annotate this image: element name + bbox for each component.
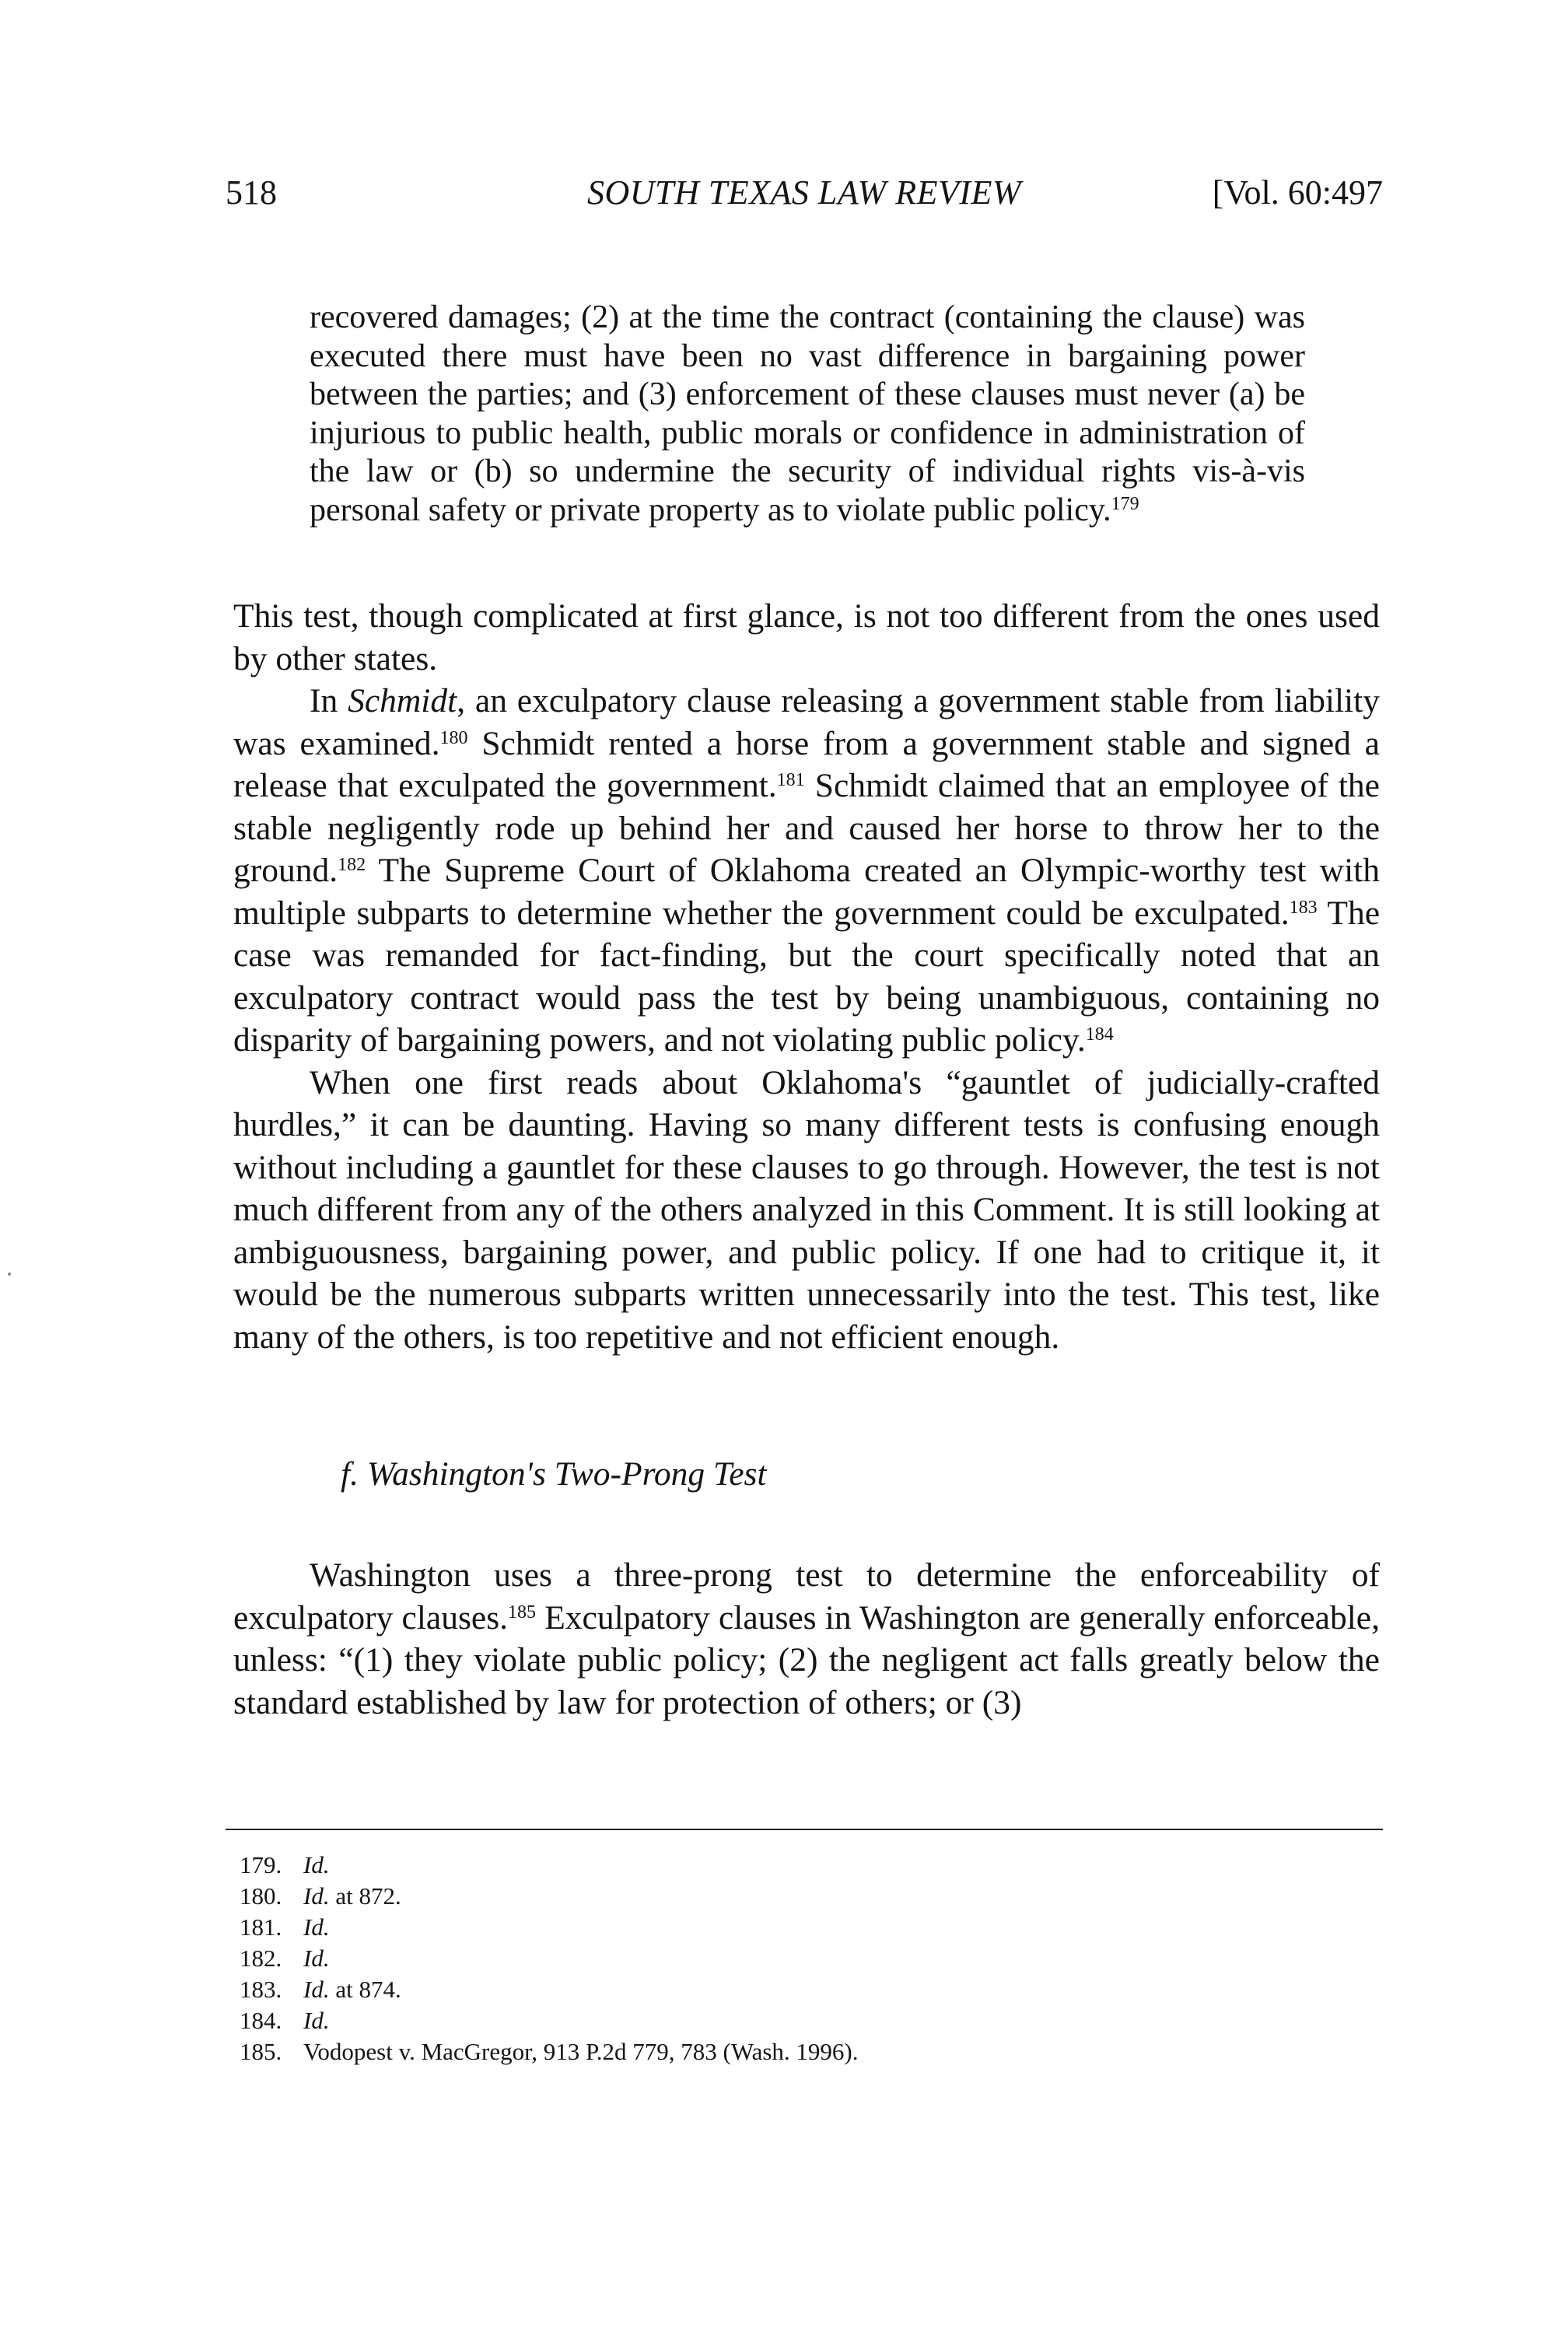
paragraph-text: When one first reads about Oklahoma's “gauntlet of judicially-crafted hurdles,” it can be daunting. Having so many different tests is confusing enough without including a gauntlet for these clauses to go through. However, the test is not much different from any of the others analyzed in this Comment. It is still looking at ambiguousness, bargaining power, and public policy. If one had to critique it, it would be the numerous subparts written unnecessarily into the test. This test, like many of the others, is too repetitive and not efficient enough. xyxy=(233,1063,1380,1356)
paragraph-washington xyxy=(233,1554,1380,1724)
footnote-item xyxy=(226,2036,859,2067)
page-number: 518 xyxy=(226,173,277,212)
text-run: Schmidt claimed that an employee of the stable negligently rode up behind her and caused her horse to throw her to the ground. xyxy=(233,767,1380,889)
footnote-divider xyxy=(226,1829,1383,1830)
running-header xyxy=(226,173,1383,219)
paragraph-schmidt xyxy=(233,680,1380,1062)
footnote-number: 180. xyxy=(240,1882,282,1910)
text-run: , an exculpatory clause releasing a government stable from liability was examined. xyxy=(233,682,1380,762)
footnote-text xyxy=(303,1912,330,1943)
body-text-lower xyxy=(233,1554,1380,1724)
paragraph-text: This test, though complicated at first glance, is not too different from the ones used by other states. xyxy=(233,597,1380,677)
text-run: The Supreme Court of Oklahoma created an Olympic-worthy test with multiple subparts to determine whether the government could be exculpated. xyxy=(233,852,1380,932)
footnote-id-signal: Id. xyxy=(303,2007,330,2034)
footnote-ref-179[interactable]: 179 xyxy=(1111,493,1139,514)
scan-speck xyxy=(8,1273,11,1276)
footnote-ref-181[interactable]: 181 xyxy=(776,770,805,790)
footnote-ref-182[interactable]: 182 xyxy=(338,855,366,875)
footnote-number: 185. xyxy=(240,2038,282,2065)
footnote-ref-183[interactable]: 183 xyxy=(1289,897,1318,918)
footnote-citation: Vodopest v. MacGregor, 913 P.2d 779, 783 (Wash. 1996). xyxy=(303,2038,859,2065)
footnote-text xyxy=(303,1850,330,1881)
footnote-item xyxy=(226,1974,859,2005)
footnote-citation: at 872. xyxy=(329,1882,401,1910)
footnote-number: 181. xyxy=(240,1913,282,1941)
footnote-number: 184. xyxy=(240,2007,282,2034)
journal-title: SOUTH TEXAS LAW REVIEW xyxy=(586,173,1022,212)
footnote-number: 182. xyxy=(240,1945,282,1972)
footnotes xyxy=(226,1850,859,2067)
footnote-item xyxy=(226,1912,859,1943)
body-text-upper xyxy=(233,595,1380,1358)
paragraph-oklahoma-gauntlet xyxy=(233,1062,1380,1359)
footnote-id-signal: Id. xyxy=(303,1976,330,2003)
footnote-ref-185[interactable]: 185 xyxy=(508,1602,537,1623)
section-subheading: f. Washington's Two-Prong Test xyxy=(341,1455,767,1493)
footnote-item xyxy=(226,2005,859,2036)
footnote-id-signal: Id. xyxy=(303,1945,330,1972)
block-quote-text: recovered damages; (2) at the time the contract (containing the clause) was executed there must have been no vast difference in bargaining power between the parties; and (3) enforcement of these clauses must never (a) be injurious to public health, public morals or confidence in administration of the law or (b) so undermine the security of individual rights vis-à-vis personal safety or private property as to violate public policy. xyxy=(310,299,1305,528)
case-name: Schmidt xyxy=(348,682,457,719)
footnote-id-signal: Id. xyxy=(303,1882,330,1910)
footnote-text xyxy=(303,2005,330,2036)
footnote-id-signal: Id. xyxy=(303,1851,330,1878)
footnote-citation: at 874. xyxy=(329,1976,401,2003)
footnote-item xyxy=(226,1881,859,1912)
text-run: Schmidt rented a horse from a government stable and signed a release that exculpated the government. xyxy=(233,724,1380,804)
footnote-ref-180[interactable]: 180 xyxy=(439,727,468,748)
footnote-text xyxy=(303,2036,859,2067)
footnote-number: 183. xyxy=(240,1976,282,2003)
footnote-text xyxy=(303,1881,401,1912)
footnote-ref-184[interactable]: 184 xyxy=(1085,1024,1114,1045)
footnote-text xyxy=(303,1974,401,2005)
text-run: In xyxy=(310,682,348,719)
paragraph-test-comparison xyxy=(233,595,1380,680)
volume-citation: [Vol. 60:497 xyxy=(1212,173,1383,212)
block-quote xyxy=(310,299,1305,530)
footnote-id-signal: Id. xyxy=(303,1913,330,1941)
footnote-item xyxy=(226,1943,859,1974)
footnote-item xyxy=(226,1850,859,1881)
text-run: Exculpatory clauses in Washington are generally enforceable, unless: “(1) they violate public policy; (2) the negligent act falls greatly below the standard established by law for protection of others; or (3) xyxy=(233,1598,1380,1721)
text-run: Washington uses a three-prong test to determine the enforceability of exculpatory clauses. xyxy=(233,1556,1380,1637)
footnote-number: 179. xyxy=(240,1851,282,1878)
text-run: The case was remanded for fact-finding, but the court specifically noted that an exculpatory contract would pass the test by being unambiguous, containing no disparity of bargaining powers, and not violating public policy. xyxy=(233,894,1380,1059)
footnote-text xyxy=(303,1943,330,1974)
